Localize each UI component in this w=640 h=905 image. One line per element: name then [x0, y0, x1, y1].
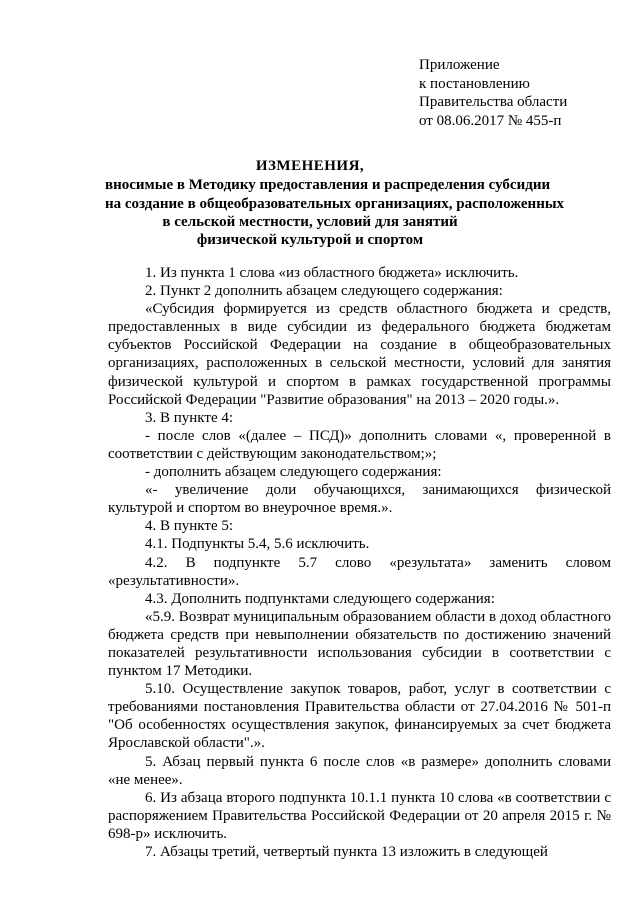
paragraph: 4.3. Дополнить подпунктами следующего содержания: [145, 590, 495, 607]
title-line: в сельской местности, условий для занятий [162, 213, 458, 230]
paragraph: 3. В пункте 4: [145, 409, 234, 426]
paragraph: 2. Пункт 2 дополнить абзацем следующего содержания: [145, 283, 503, 300]
paragraph: 5.10. Осуществление закупок товаров, работ, услуг в соответствии с требованиями постановления Правительства области от 27.04.2016 № 501-п "Об особенностях осуществления закупок, финансируемых за счет бюджета Ярославской области".». [108, 681, 611, 752]
appendix-line: к постановлению [419, 75, 530, 92]
title-line: на создание в общеобразовательных организациях, расположенных [105, 195, 565, 212]
title-line: физической культурой и спортом [196, 232, 424, 249]
document-title [105, 157, 565, 249]
paragraph: «Субсидия формируется из средств областного бюджета и средств, предоставленных в виде субсидии из федерального бюджета бюджетам субъектов Российской Федерации на создание в общеобразовательных организациях, расположенных в сельской местности, условий для занятия физической культурой и спортом в рамках государственной программы Российской Федерации "Развитие образования" на 2013 – 2020 годы.». [108, 301, 611, 408]
paragraph: 1. Из пункта 1 слова «из областного бюджета» исключить. [145, 265, 519, 281]
document-body [108, 264, 611, 861]
title-line: вносимые в Методику предоставления и распределения субсидии [105, 177, 551, 194]
appendix-header [419, 56, 567, 131]
appendix-line: Правительства области [419, 94, 568, 111]
appendix-line: от 08.06.2017 № 455-п [419, 113, 562, 130]
paragraph: «- увеличение доли обучающихся, занимающихся физической культурой и спортом во внеурочное время.». [108, 482, 611, 517]
paragraph: 5. Абзац первый пункта 6 после слов «в размере» дополнить словами «не менее». [108, 753, 611, 788]
appendix-line: Приложение [419, 57, 500, 73]
paragraph: - после слов «(далее – ПСД)» дополнить словами «, проверенной в соответствии с действующим законодательством;»; [108, 427, 611, 462]
paragraph: 4.1. Подпункты 5.4, 5.6 исключить. [145, 536, 370, 553]
paragraph: - дополнить абзацем следующего содержания: [145, 464, 442, 481]
paragraph: 6. Из абзаца второго подпункта 10.1.1 пункта 10 слова «в соответствии с распоряжением Правительства Российской Федерации от 20 апреля 2015 г. № 698-р» исключить. [108, 789, 611, 842]
paragraph: 7. Абзацы третий, четвертый пункта 13 изложить в следующей [145, 844, 548, 860]
paragraph: 4. В пункте 5: [145, 518, 234, 535]
paragraph: «5.9. Возврат муниципальным образованием области в доход областного бюджета средств при невыполнении обязательств по достижению значений показателей результативности использования субсидии в соответствии с пунктом 17 Методики. [108, 608, 611, 680]
paragraph: 4.2. В подпункте 5.7 слово «результата» заменить словом «результативности». [108, 554, 611, 589]
title-heading: ИЗМЕНЕНИЯ, [255, 158, 365, 174]
